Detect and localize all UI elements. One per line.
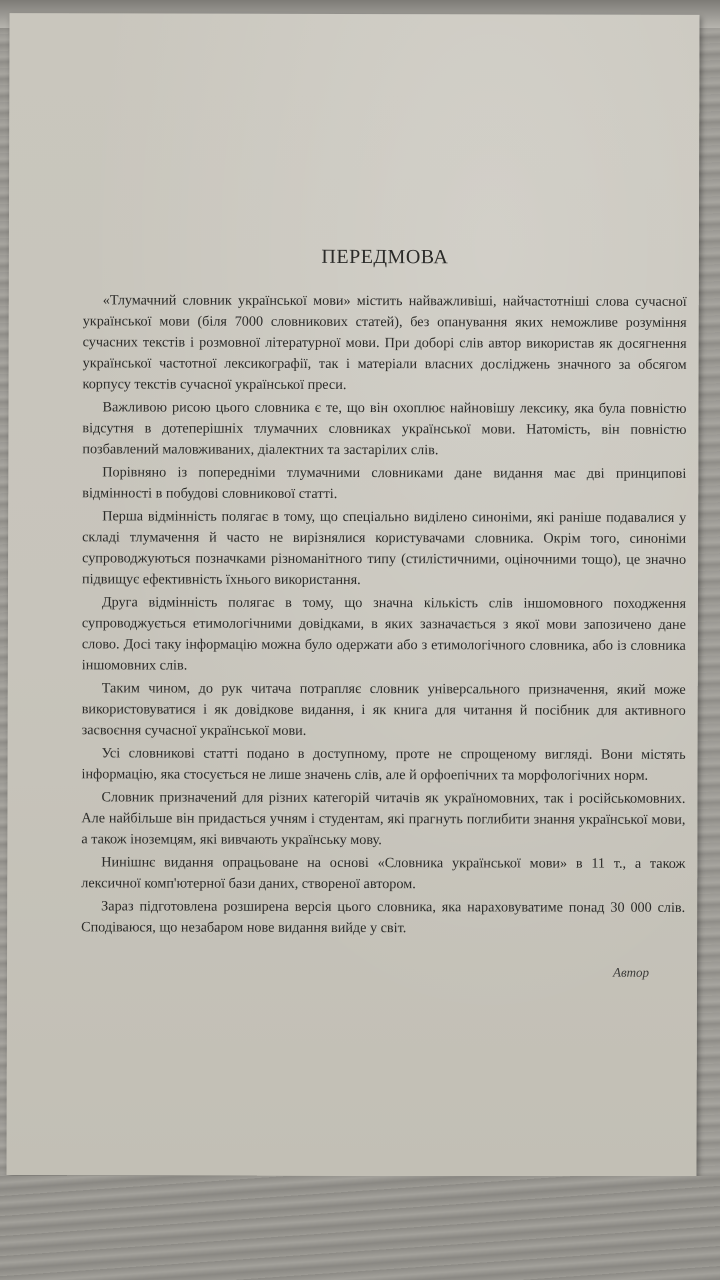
paragraph-5: Друга відмінність полягає в тому, що значна кількість слів іншомовного походження супроводжується етимологічними довідками, в яких зазначається з якої мови запозичено дане слово. Досі таку інформацію можна було одержати або з етимологічного словника, або із словника іншомовних слів. [81,594,686,674]
page-text-block [81,245,687,942]
paragraph-4: Перша відмінність полягає в тому, що спеціально виділено синоніми, які раніше подавалися у складі тлумачення й часто не вирізнялися користувачами словника. Окрім того, синоніми супроводжуються позначками різноманітного типу (стилістичними, оціночними тощо), це значно підвищує ефективність їхнього використання. [82,508,687,589]
page-title: ПЕРЕДМОВА [321,245,449,269]
paragraph-1: «Тлумачний словник української мови» містить найважливіші, найчастотніші слова сучасної української мови (біля 7000 словникових статей), без опанування яких неможливе розуміння сучасних текстів і розмовної літературної мови. При доборі слів автор використав як досягнення української частотної лексикографії, так і матеріали власних досліджень значного за обсягом корпусу текстів сучасної української преси. [82,292,687,393]
paragraph-8: Словник призначений для різних категорій читачів як україномовних, так і російськомовних. Але найбільше він придасться учням і студентам, які прагнуть поглибити знання української мови, а також іноземцям, які вивчають українську мову. [81,789,686,849]
paragraph-3: Порівняно із попередніми тлумачними словниками дане видання має дві принципові відмінності в побудові словникової статті. [82,464,687,502]
paragraph-7: Усі словникові статті подано в доступному, проте не спрощеному вигляді. Вони містять інформацію, яка стосується не лише значень слів, але й орфоепічних та морфологічних норм. [81,745,686,784]
paragraph-10: Зараз підготовлена розширена версія цього словника, яка нараховуватиме понад 30 000 слів. Сподіваюся, що незабаром нове видання вийде у світ. [81,898,686,937]
paragraph-9: Нинішнє видання опрацьоване на основі «Словника української мови» в 11 т., а також лексичної комп'ютерної бази даних, створеної автором. [81,854,686,893]
author-signature: Автор [612,964,650,980]
paragraph-6: Таким чином, до рук читача потрапляє словник універсального призначення, який може використовуватися і як довідкове видання, і як книга для читання й посібник для активного засвоєння сучасної української мови. [81,680,686,739]
background-surface-bottom [0,1176,720,1280]
book-page [6,13,699,1177]
paragraph-2: Важливою рисою цього словника є те, що він охоплює найновішу лексику, яка була повністю відсутня в дотеперішніх тлумачних словниках української мови. Натомість, він повністю позбавлений маловживаних, діалектних та застарілих слів. [82,399,687,459]
